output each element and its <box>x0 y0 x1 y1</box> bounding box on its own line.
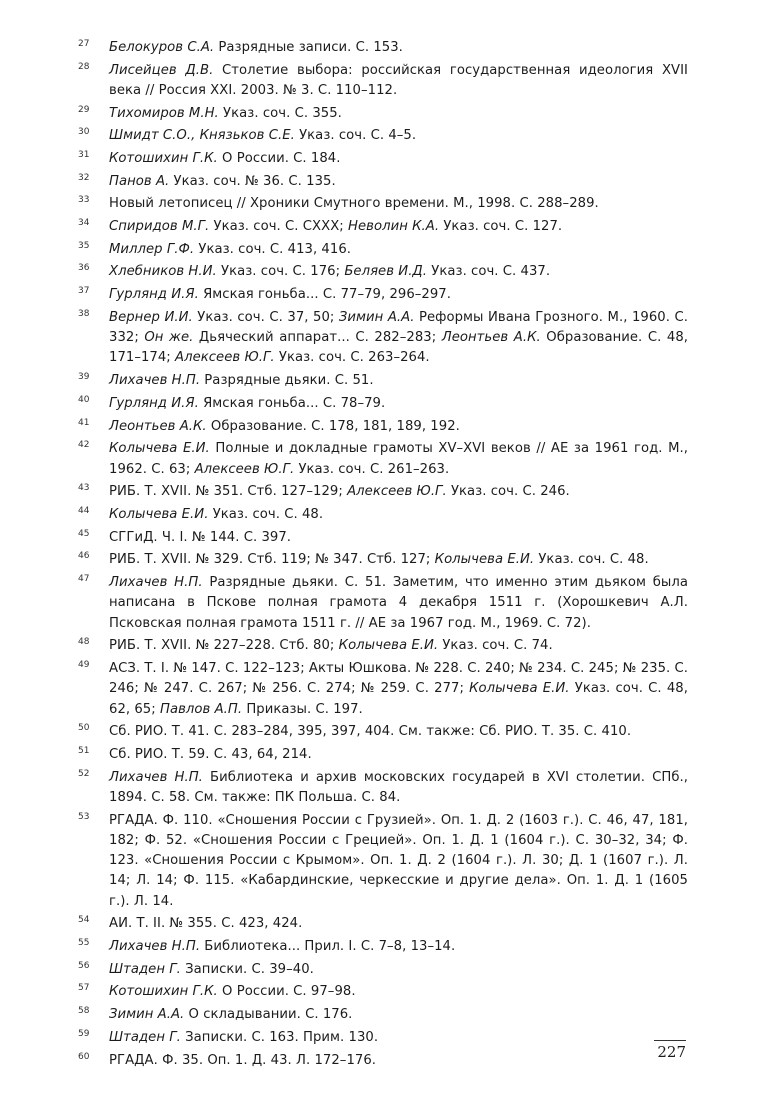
endnote <box>78 439 688 480</box>
endnote-number: 46 <box>78 551 90 562</box>
endnote-number: 31 <box>78 150 90 161</box>
endnote-text <box>109 768 688 809</box>
endnote-text <box>109 937 688 957</box>
citation-text: Ямская гоньба... С. 77–79, 296–297. <box>198 287 451 303</box>
endnote-number: 40 <box>78 394 90 405</box>
citation-text: Сб. РИО. Т. 41. С. 283–284, 395, 397, 404. См. также: Сб. РИО. Т. 35. С. 410. <box>109 724 632 740</box>
endnote <box>78 371 688 391</box>
citation-text: Образование. С. 48, 171–174; <box>109 330 689 366</box>
endnote-number: 38 <box>78 308 90 319</box>
author-name: Белокуров С.А. <box>109 40 215 55</box>
author-name: Лихачев Н.П. <box>109 373 201 389</box>
endnote-text <box>109 745 688 765</box>
endnote-number: 37 <box>78 286 90 297</box>
author-name: Алексеев Ю.Г. <box>347 484 447 500</box>
citation-text: О России. С. 97–98. <box>217 984 356 1000</box>
endnote-text <box>109 285 688 305</box>
endnote-text <box>109 262 688 282</box>
endnote-number: 41 <box>78 417 90 428</box>
endnote <box>78 126 688 146</box>
endnote <box>78 217 688 237</box>
author-name: Леонтьев А.К. <box>441 330 541 346</box>
endnote-number: 56 <box>78 960 90 971</box>
endnote-number: 58 <box>78 1006 90 1017</box>
author-name: Лихачев Н.П. <box>109 574 203 590</box>
author-name: Алексеев Ю.Г. <box>175 350 275 366</box>
endnote-text <box>109 394 688 414</box>
endnote-text <box>109 722 688 742</box>
endnotes-list <box>78 38 688 1073</box>
endnote <box>78 1051 688 1071</box>
author-name: Колычева Е.И. <box>434 552 535 568</box>
endnote-text <box>109 371 688 391</box>
endnote-text <box>109 1028 688 1048</box>
endnote-number: 60 <box>78 1051 90 1062</box>
author-name: Котошихин Г.К. <box>109 984 218 1000</box>
endnote <box>78 149 688 169</box>
endnote <box>78 394 688 414</box>
author-name: Лихачев Н.П. <box>109 939 201 955</box>
endnote <box>78 573 688 634</box>
author-name: Миллер Г.Ф. <box>109 241 195 257</box>
citation-text: Новый летописец // Хроники Смутного времени. М., 1998. С. 288–289. <box>109 196 599 212</box>
citation-text: Указ. соч. С. 48. <box>208 506 324 522</box>
author-name: Павлов А.П. <box>159 701 243 717</box>
citation-text: Указ. соч. С. 37, 50; <box>192 309 339 325</box>
citation-text: Указ. соч. С. 355. <box>218 105 342 121</box>
citation-text: Указ. соч. С. 263–264. <box>274 350 430 366</box>
citation-text: Библиотека... Прил. I. С. 7–8, 13–14. <box>200 939 456 955</box>
citation-text: РИБ. Т. XVII. № 227–228. Стб. 80; <box>109 638 339 654</box>
citation-text: РИБ. Т. XVII. № 351. Стб. 127–129; <box>109 484 348 500</box>
endnote-text <box>109 126 688 146</box>
endnote-number: 30 <box>78 127 90 138</box>
endnote-text <box>109 482 688 502</box>
citation-text: Записки. С. 163. Прим. 130. <box>180 1029 379 1045</box>
author-name: Штаден Г. <box>109 961 181 977</box>
citation-text: РИБ. Т. XVII. № 329. Стб. 119; № 347. Стб. 127; <box>109 552 435 568</box>
endnote-number: 33 <box>78 195 90 206</box>
citation-text: Указ. соч. С. СXXX; <box>209 219 349 235</box>
endnote <box>78 528 688 548</box>
endnote <box>78 745 688 765</box>
endnote-number: 36 <box>78 263 90 274</box>
author-name: Котошихин Г.К. <box>109 151 218 167</box>
endnote-number: 28 <box>78 61 90 72</box>
endnote-text <box>109 528 688 548</box>
endnote-text <box>109 38 688 58</box>
citation-text: РГАДА. Ф. 110. «Сношения России с Грузией». Оп. 1. Д. 2 (1603 г.). С. 46, 47, 181, 182; Ф. 52. «Сношения России с Грецией». Оп. 1. Д. 1 (1604 г.). С. 30–32, 34; Ф. 123. «Сношения России с Крымом». Оп. 1. Д. 2 (1604 г.). Л. 30; Д. 1 (1607 г.). Л. 14; Л. 14; Ф. 115. «Кабардинские, черкесские и другие дела». Оп. 1. Д. 1 (1605 г.). Л. 14. <box>109 812 688 909</box>
endnote-number: 59 <box>78 1028 90 1039</box>
endnote <box>78 308 688 369</box>
citation-text: Указ. соч. С. 246. <box>446 484 570 500</box>
citation-text: Указ. соч. С. 48, 62, 65; <box>109 681 688 717</box>
endnote <box>78 811 688 912</box>
author-name: Гурлянд И.Я. <box>109 395 199 411</box>
endnote-text <box>109 149 688 169</box>
endnote-number: 47 <box>78 573 90 584</box>
author-name: Леонтьев А.К. <box>109 418 207 434</box>
citation-text: АСЗ. Т. I. № 147. С. 122–123; Акты Юшкова. № 228. С. 240; № 234. С. 245; № 235. С. 246; № 247. С. 267; № 256. С. 274; № 259. С. 277; <box>109 660 688 697</box>
author-name: Колычева Е.И. <box>469 681 570 697</box>
citation-text: Разрядные дьяки. С. 51. Заметим, что именно этим дьяком была написана в Пскове полная грамота 4 декабря 1511 г. (Хорошкевич А.Л. Псковская полная грамота 1511 г. // АЕ за 1967 год. М., 1969. С. 72). <box>109 574 688 631</box>
endnote <box>78 417 688 437</box>
endnote-number: 27 <box>78 39 90 49</box>
endnote-text <box>109 1051 688 1071</box>
endnote-number: 35 <box>78 240 90 251</box>
citation-text: Образование. С. 178, 181, 189, 192. <box>206 418 460 434</box>
author-name: Штаден Г. <box>109 1029 181 1045</box>
citation-text: Записки. С. 39–40. <box>180 961 314 977</box>
endnote-number: 52 <box>78 768 90 779</box>
citation-text: Указ. соч. № 36. С. 135. <box>169 173 336 189</box>
endnote-text <box>109 550 688 570</box>
citation-text: АИ. Т. II. № 355. С. 423, 424. <box>109 916 303 932</box>
endnote <box>78 194 688 214</box>
endnote <box>78 636 688 656</box>
endnote-number: 45 <box>78 528 90 539</box>
author-name: Беляев И.Д. <box>344 264 428 280</box>
endnote-text <box>109 505 688 525</box>
endnote <box>78 240 688 260</box>
endnote-number: 39 <box>78 372 90 383</box>
citation-text: Полные и докладные грамоты XV–XVI веков // АЕ за 1961 год. М., 1962. С. 63; <box>109 441 689 477</box>
endnote-number: 57 <box>78 983 90 994</box>
endnote <box>78 1028 688 1048</box>
endnote-text <box>109 573 688 634</box>
author-name: Хлебников Н.И. <box>109 264 217 280</box>
endnote <box>78 768 688 809</box>
endnote-text <box>109 172 688 192</box>
endnote-text <box>109 217 688 237</box>
author-name: Алексеев Ю.Г. <box>194 461 295 477</box>
endnote <box>78 722 688 742</box>
endnote-text <box>109 417 688 437</box>
citation-text: Столетие выбора: российская государственная идеология XVII века // Россия XXI. 2003. № 3. С. 110–112. <box>109 62 688 98</box>
endnote-number: 43 <box>78 483 90 494</box>
author-name: Шмидт С.О., Князьков С.Е. <box>109 128 295 144</box>
endnote <box>78 659 688 720</box>
citation-text: РГАДА. Ф. 35. Оп. 1. Д. 43. Л. 172–176. <box>109 1052 377 1068</box>
endnote <box>78 1005 688 1025</box>
author-name: Зимин А.А. <box>338 309 415 325</box>
citation-text: СГГиД. Ч. I. № 144. С. 397. <box>109 529 292 545</box>
citation-text: Приказы. С. 197. <box>242 701 363 717</box>
endnote-text <box>109 104 688 124</box>
endnote-text <box>109 914 688 934</box>
endnote-text <box>109 960 688 980</box>
author-name: Тихомиров М.Н. <box>109 105 219 121</box>
endnote-number: 55 <box>78 938 90 949</box>
citation-text: Указ. соч. С. 176; <box>216 264 345 280</box>
endnote-text <box>109 308 688 369</box>
citation-text: Указ. соч. С. 127. <box>439 219 563 235</box>
endnote <box>78 285 688 305</box>
endnote-number: 48 <box>78 637 90 648</box>
author-name: Спиридов М.Г. <box>109 219 210 235</box>
endnote-number: 32 <box>78 172 90 183</box>
citation-text: Реформы Ивана Грозного. М., 1960. С. 332; <box>109 309 688 346</box>
endnote <box>78 262 688 282</box>
author-name: Он же. <box>144 330 194 346</box>
endnote-text <box>109 659 688 720</box>
author-name: Гурлянд И.Я. <box>109 287 199 303</box>
author-name: Зимин А.А. <box>109 1007 185 1023</box>
author-name: Неволин К.А. <box>348 219 440 235</box>
endnote <box>78 505 688 525</box>
endnote-text <box>109 982 688 1002</box>
author-name: Вернер И.И. <box>109 309 193 325</box>
author-name: Колычева Е.И. <box>109 506 209 522</box>
endnote-text <box>109 61 688 102</box>
author-name: Лисейцев Д.В. <box>109 62 214 78</box>
endnote <box>78 482 688 502</box>
endnote-number: 54 <box>78 915 90 926</box>
endnote-number: 34 <box>78 218 90 229</box>
endnote <box>78 550 688 570</box>
endnote <box>78 960 688 980</box>
endnote-text <box>109 1005 688 1025</box>
citation-text: Указ. соч. С. 48. <box>534 552 649 568</box>
endnote-number: 42 <box>78 440 90 451</box>
endnote-text <box>109 194 688 214</box>
citation-text: Указ. соч. С. 261–263. <box>294 461 450 477</box>
endnote-number: 49 <box>78 659 90 670</box>
endnote-number: 51 <box>78 745 90 756</box>
endnote-number: 53 <box>78 811 90 822</box>
citation-text: Разрядные записи. С. 153. <box>214 40 403 55</box>
citation-text: О России. С. 184. <box>217 151 341 167</box>
endnote <box>78 172 688 192</box>
citation-text: Дьяческий аппарат... С. 282–283; <box>193 330 442 346</box>
endnote-text <box>109 439 688 480</box>
endnote <box>78 937 688 957</box>
citation-text: Указ. соч. С. 437. <box>427 264 551 280</box>
citation-text: Указ. соч. С. 4–5. <box>294 128 417 144</box>
author-name: Панов А. <box>109 173 170 189</box>
citation-text: Указ. соч. С. 74. <box>438 638 553 654</box>
endnote-text <box>109 240 688 260</box>
author-name: Колычева Е.И. <box>338 638 439 654</box>
endnote <box>78 914 688 934</box>
citation-text: Сб. РИО. Т. 59. С. 43, 64, 214. <box>109 746 312 762</box>
author-name: Лихачев Н.П. <box>109 769 203 785</box>
citation-text: Разрядные дьяки. С. 51. <box>200 373 374 389</box>
endnote <box>78 38 688 58</box>
citation-text: Ямская гоньба... С. 78–79. <box>198 395 386 411</box>
endnote <box>78 982 688 1002</box>
citation-text: Указ. соч. С. 413, 416. <box>194 241 351 257</box>
endnote <box>78 104 688 124</box>
endnote-text <box>109 636 688 656</box>
endnote-number: 44 <box>78 505 90 516</box>
author-name: Колычева Е.И. <box>109 441 210 457</box>
endnote-number: 29 <box>78 104 90 115</box>
endnote-text <box>109 811 688 912</box>
endnote <box>78 61 688 102</box>
citation-text: О складывании. С. 176. <box>184 1007 353 1023</box>
endnote-number: 50 <box>78 723 90 734</box>
citation-text: Библиотека и архив московских государей в XVI столетии. СПб., 1894. С. 58. См. также: ПК Польша. С. 84. <box>109 769 689 805</box>
page-number: 227 <box>654 1040 686 1061</box>
